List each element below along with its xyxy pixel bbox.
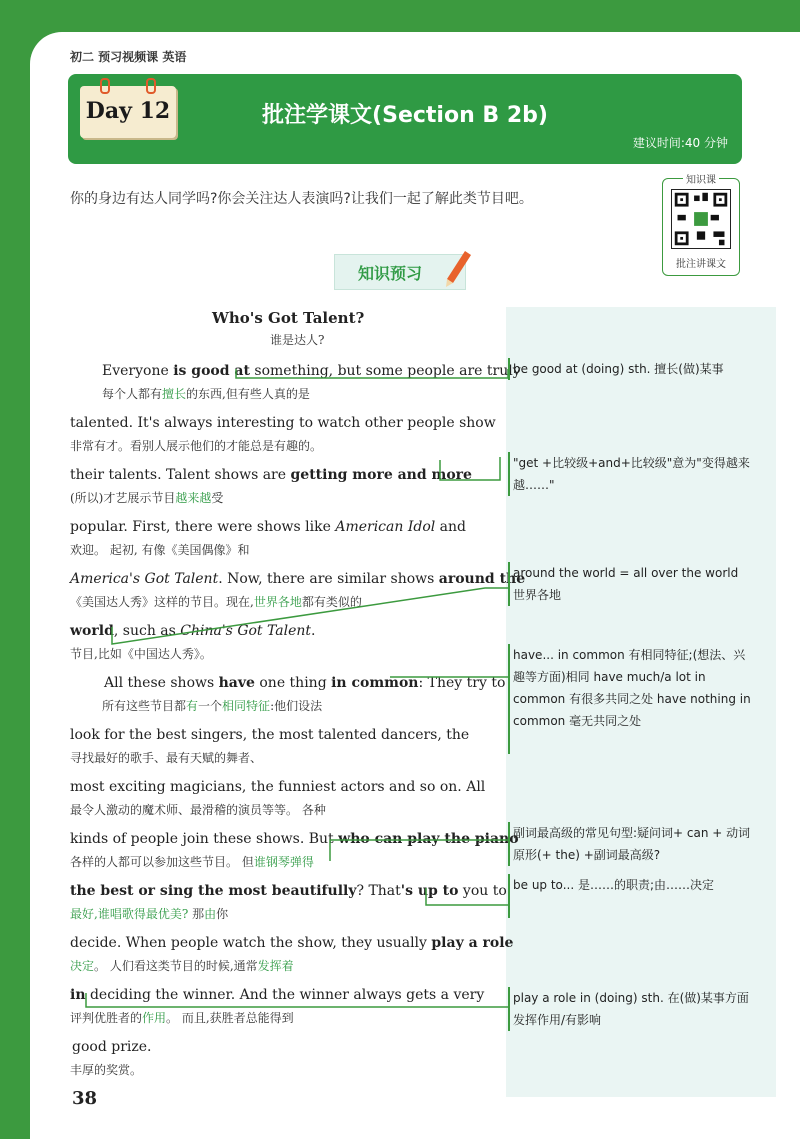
note-item: be good at (doing) sth. 擅长(做)某事 [508,358,751,380]
note-item: around the world = all over the world 世界各地 [508,562,751,606]
reading-line-cn: 决定。 人们看这类节目的时候,通常发挥着 [70,959,294,973]
reading-line-en: good prize. [72,1039,152,1055]
reading-line-cn: 《美国达人秀》这样的节目。现在,世界各地都有类似的 [70,595,362,609]
reading-line-en: look for the best singers, the most talented dancers, the [70,727,470,743]
reading-line-cn: 各样的人都可以参加这些节目。 但谁钢琴弹得 [70,855,314,869]
annotation-connectors [30,32,800,1139]
page-number: 38 [72,1088,98,1109]
reading-line-en: All these shows have one thing in common: They try to [104,675,506,691]
banner-title: 批注学课文(Section B 2b) [262,103,548,128]
note-item: 副词最高级的常见句型:疑问词+ can + 动词原形(+ the) +副词最高级? [508,822,751,866]
reading-line-cn: 丰厚的奖赏。 [70,1063,143,1077]
reading-line-cn: 非常有才。看别人展示他们的才能总是有趣的。 [70,439,323,453]
section-title: 知识预习 [357,264,422,283]
reading-line-en: America's Got Talent. Now, there are similar shows around the [70,571,526,587]
reading-line-en: kinds of people join these shows. But who can play the piano [70,831,519,847]
reading-line-cn: 节目,比如《中国达人秀》。 [70,647,212,661]
note-item: be up to... 是……的职责;由……决定 [508,874,751,918]
reading-line-cn: 最令人激动的魔术师、最滑稽的演员等等。 各种 [70,803,326,817]
reading-line-en: Everyone is good at something, but some people are truly [102,363,521,379]
note-item: "get +比较级+and+比较级"意为"变得越来越……" [508,452,751,496]
reading-line-cn: 评判优胜者的作用。 而且,获胜者总能得到 [70,1011,294,1025]
text-title: Who's Got Talent? [212,309,365,327]
reading-line-cn: 所有这些节目都有一个相同特征:他们设法 [102,699,323,713]
reading-line-cn: 最好,谁唱歌得最优美? 那由你 [70,907,229,921]
header-caption: 初二 预习视频课 英语 [70,50,187,64]
reading-line-cn: 每个人都有擅长的东西,但有些人真的是 [102,387,310,401]
qr-caption: 批注讲课文 [676,259,726,270]
intro-text: 你的身边有达人同学吗?你会关注达人表演吗?让我们一起了解此类节目吧。 [70,191,533,207]
reading-line-cn: 寻找最好的歌手、最有天赋的舞者、 [70,751,263,765]
day-label: Day 12 [85,98,171,124]
reading-line-en: the best or sing the most beautifully? That's up to you to [70,883,507,899]
reading-line-en: most exciting magicians, the funniest actors and so on. All [70,779,486,795]
note-item: have... in common 有相同特征;(想法、兴趣等方面)相同 have much/a lot in common 有很多共同之处 have nothing in common 毫无共同之处 [508,644,751,754]
reading-line-en: decide. When people watch the show, they usually play a role [70,935,514,951]
reading-line-en: talented. It's always interesting to watch other people show [70,415,496,431]
reading-line-cn: (所以)才艺展示节目越来越受 [70,491,224,505]
reading-line-en: popular. First, there were shows like American Idol and [70,519,467,535]
suggested-time: 建议时间:40 分钟 [632,136,728,150]
note-item: play a role in (doing) sth. 在(做)某事方面发挥作用/有影响 [508,987,751,1031]
reading-line-en: in deciding the winner. And the winner always gets a very [70,987,485,1003]
reading-line-en: their talents. Talent shows are getting more and more [70,467,472,483]
reading-line-en: world, such as China's Got Talent. [70,623,316,639]
reading-line-cn: 欢迎。 起初, 有像《美国偶像》和 [70,543,250,557]
text-title-cn: 谁是达人? [270,333,325,347]
qr-label: 知识课 [663,171,739,186]
page [30,32,800,1139]
